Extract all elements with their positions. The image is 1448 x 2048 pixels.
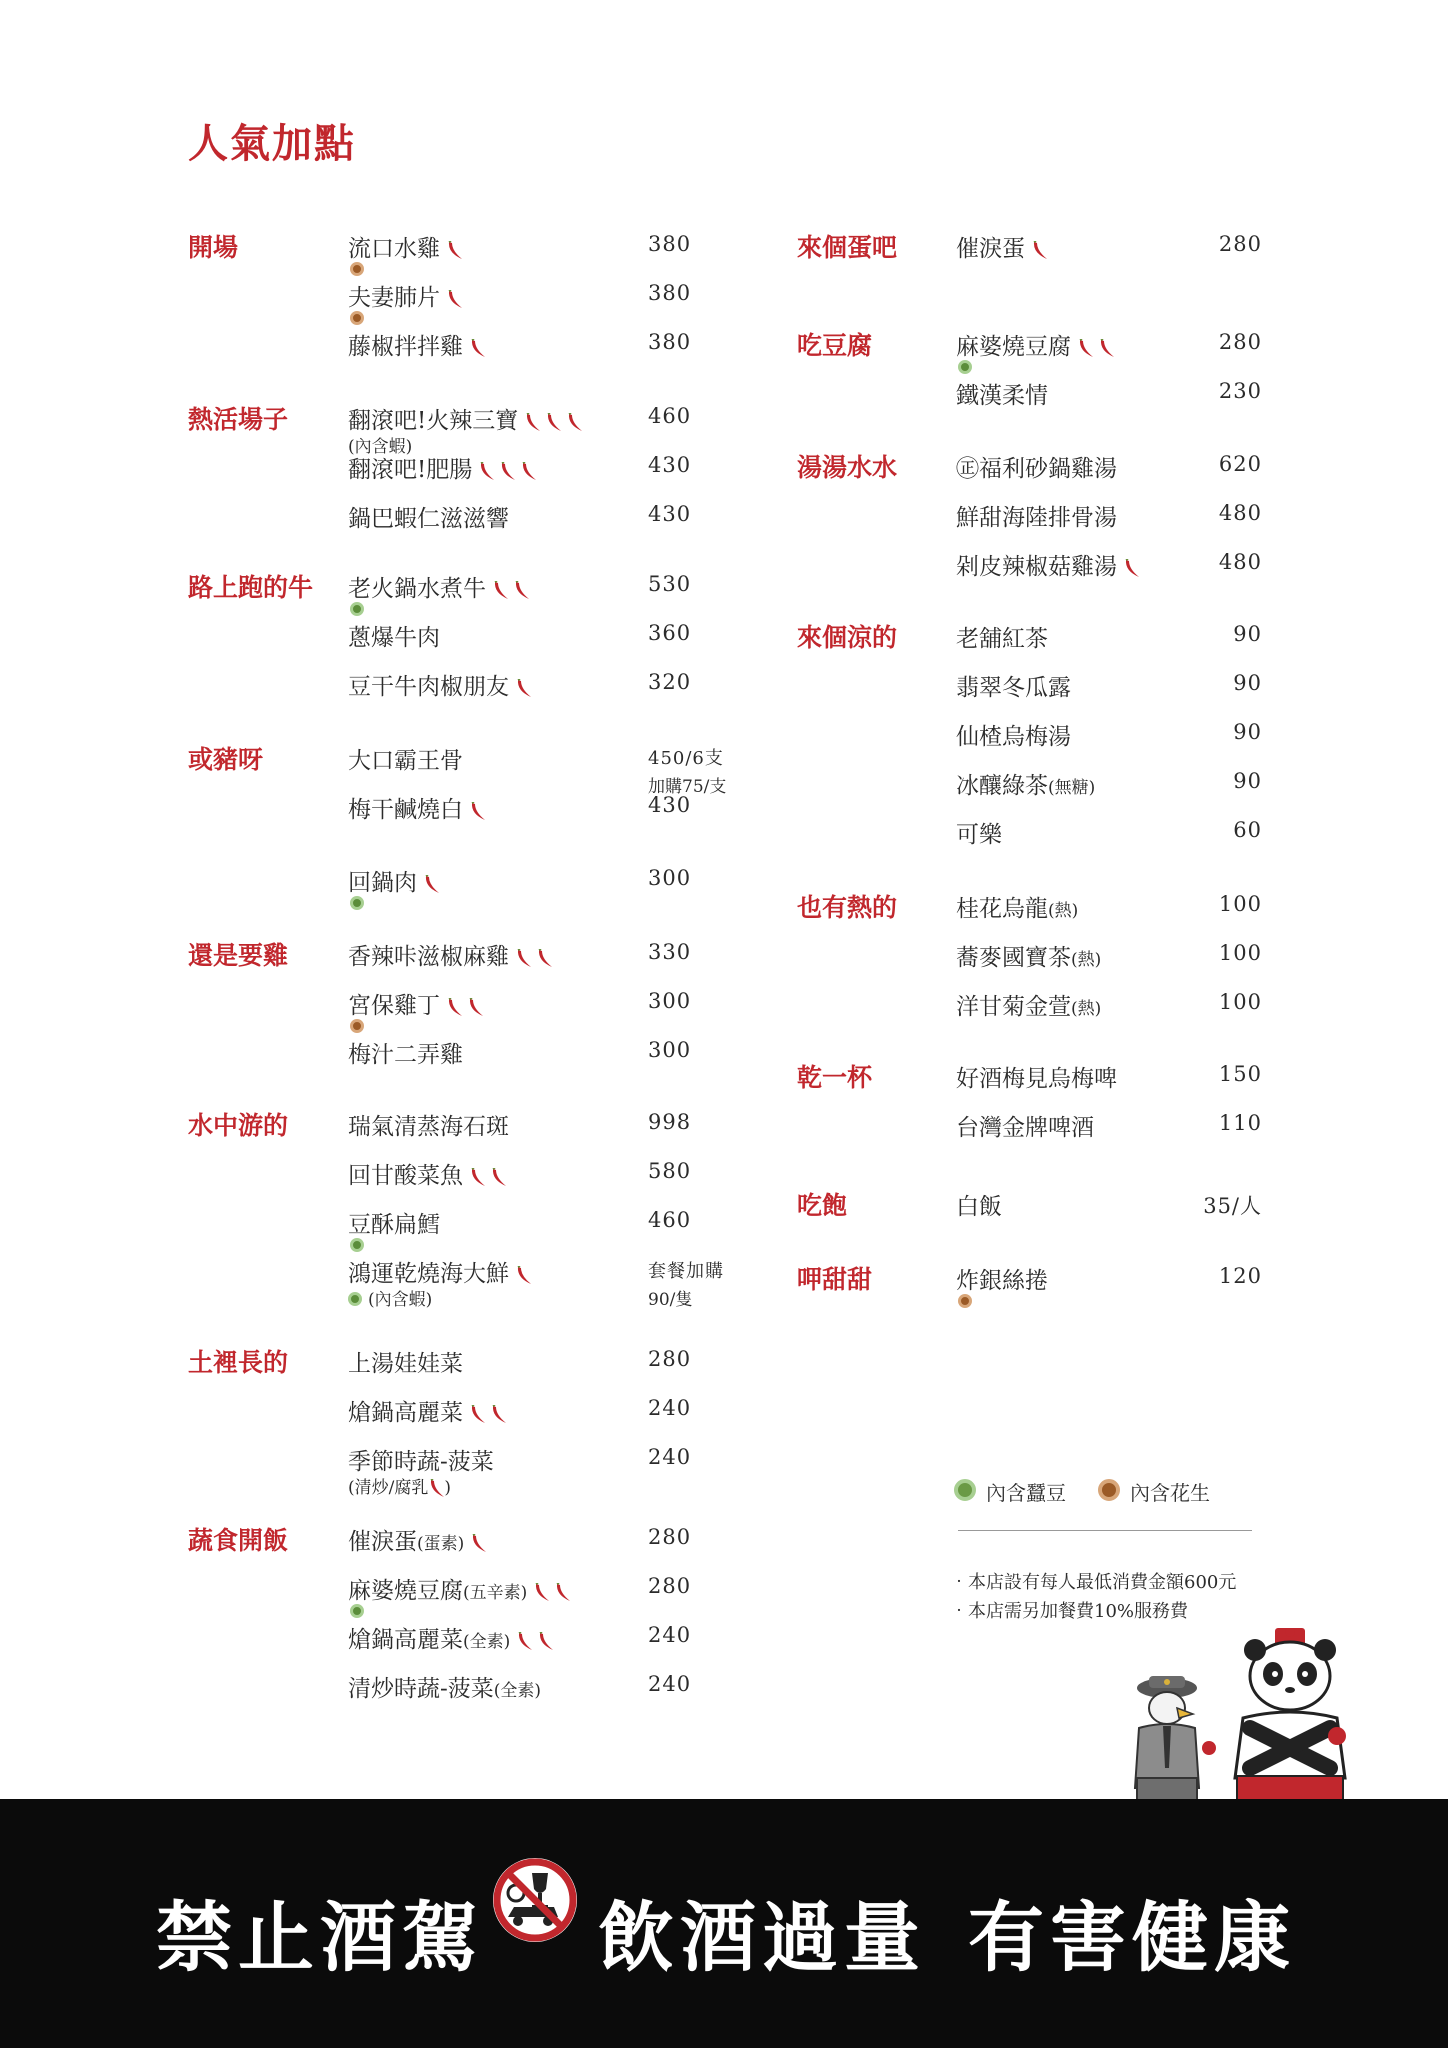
peanut-icon [350,262,364,276]
spicy-level [478,458,541,484]
chili-pepper-icon [537,1632,555,1652]
item-price: 240 [648,1396,692,1420]
chili-pepper-icon [478,462,496,482]
item-price: 280 [648,1574,692,1598]
chili-pepper-icon [515,679,533,699]
item-name: 回鍋肉 [348,864,444,897]
item-price: 360 [648,621,692,645]
chili-pepper-icon [490,1168,508,1188]
bean-icon [350,1238,364,1252]
bean-icon [350,602,364,616]
chili-pepper-icon [545,413,563,433]
item-name: 回甘酸菜魚 [348,1157,511,1190]
menu-item [348,864,688,913]
peanut-icon [1098,1479,1120,1501]
item-name: 可樂 [956,822,1002,848]
item-name: 梅汁二弄雞 [348,1042,463,1068]
spicy-level [446,286,467,312]
item-name: 大口霸王骨 [348,748,463,774]
menu-item [348,451,688,500]
category-heading: 水中游的 [188,1111,289,1140]
spicy-level [515,675,536,701]
banner-excessive-drinking: 飲酒過量 [598,1893,926,1982]
menu-item [348,570,688,619]
item-price: 35/人 [1203,1194,1262,1218]
item-name: 梅干鹹燒白 [348,791,490,824]
category-heading: 吃飽 [797,1191,848,1220]
item-name: 鐵漢柔情 [956,383,1048,409]
menu-item [348,1157,688,1206]
item-price: 300 [648,866,692,890]
menu-item [348,987,688,1036]
chili-pepper-icon [446,241,464,261]
chili-pepper-icon [554,1583,572,1603]
item-note: (全素) [493,1681,542,1701]
spicy-level [1077,335,1119,361]
legend-peanut-label: 內含花生 [1130,1481,1210,1505]
item-price: 230 [1218,379,1262,403]
chili-pepper-icon [423,875,441,895]
bean-icon [958,360,972,374]
chili-pepper-icon [446,998,464,1018]
item-price: 480 [1218,550,1262,574]
spicy-level [469,798,490,824]
item-price: 580 [648,1159,692,1183]
item-name: 香辣咔滋椒麻雞 [348,938,557,971]
item-name: 上湯娃娃菜 [348,1351,463,1377]
spicy-level [446,994,488,1020]
item-name: 鮮甜海陸排骨湯 [956,505,1117,531]
item-price: 380 [648,232,692,256]
item-name: ㊣福利砂鍋雞湯 [956,456,1117,482]
eagle-officer-icon [1135,1676,1216,1800]
menu-item [348,742,688,791]
item-name: 炸銀絲捲 [956,1268,1048,1294]
item-name: 夫妻肺片 [348,279,467,312]
page-title: 人氣加點 [188,120,356,167]
item-price: 300 [648,989,692,1013]
menu-item [348,1443,688,1498]
chili-pepper-icon [520,462,538,482]
chili-pepper-icon [499,462,517,482]
menu-item [348,500,688,549]
item-name: 桂花烏龍(熱) [956,896,1079,922]
menu-item [348,1255,688,1310]
menu-item [348,1572,688,1621]
banner-harmful-to-health: 有害健康 [968,1893,1296,1982]
item-name: 熗鍋高麗菜(全素) [348,1621,558,1654]
item-price: 480 [1218,501,1262,525]
spicy-level [515,945,557,971]
item-price: 套餐加購 [648,1261,724,1282]
chili-pepper-icon [1077,339,1095,359]
bean-icon [350,896,364,910]
item-name: 仙楂烏梅湯 [956,724,1071,750]
item-price: 460 [648,404,692,428]
chili-pepper-icon [469,802,487,822]
item-price: 100 [1218,892,1262,916]
peanut-icon [350,1019,364,1033]
menu-item [348,619,688,668]
item-name: 好酒梅見烏梅啤 [956,1066,1117,1092]
item-price: 90 [1233,622,1262,646]
item-subnote: (內含蝦) [348,437,413,457]
item-price: 380 [648,330,692,354]
category-heading: 熱活場子 [188,405,289,434]
item-price: 450/6支 [648,748,724,769]
menu-item [348,1036,688,1085]
spicy-level [515,1262,536,1288]
item-price: 320 [648,670,692,694]
mascot-illustration [1125,1628,1375,1800]
item-price: 280 [648,1347,692,1371]
spicy-level [423,871,444,897]
chili-pepper-icon [446,290,464,310]
panda-chef-icon [1235,1628,1346,1800]
chili-pepper-icon [533,1583,551,1603]
item-name: 剁皮辣椒菇雞湯 [956,548,1144,581]
item-price: 620 [1218,452,1262,476]
item-price: 530 [648,572,692,596]
item-price: 460 [648,1208,692,1232]
item-price: 100 [1218,990,1262,1014]
item-price: 110 [1218,1111,1262,1135]
category-heading: 來個蛋吧 [797,233,898,262]
spicy-level [469,1164,511,1190]
item-name: 麻婆燒豆腐 [956,328,1119,361]
item-name: 洋甘菊金萱(熱) [956,994,1102,1020]
item-name: 催淚蛋 [956,230,1052,263]
item-name: 豆干牛肉椒朋友 [348,668,536,701]
chili-pepper-icon [513,581,531,601]
menu-item [348,1345,688,1394]
item-price: 430 [648,453,692,477]
item-price: 100 [1218,941,1262,965]
item-name: 冰釀綠茶(無糖) [956,773,1096,799]
menu-item [348,1523,688,1572]
chili-pepper-icon [524,413,542,433]
note-minimum-spend: ‧本店設有每人最低消費金額600元 [950,1572,1237,1593]
category-heading: 還是要雞 [188,941,289,970]
item-price: 330 [648,940,692,964]
item-subnote: (內含蝦) [348,1285,432,1310]
no-drink-driving-icon [490,1855,580,1945]
spicy-level [470,1530,491,1556]
category-heading: 吃豆腐 [797,331,873,360]
item-price: 998 [648,1110,692,1134]
item-price: 90 [1233,671,1262,695]
category-heading: 或豬呀 [188,745,264,774]
item-price: 240 [648,1623,692,1647]
category-heading: 土裡長的 [188,1348,289,1377]
spicy-level [469,335,490,361]
item-price: 150 [1218,1062,1262,1086]
menu-item [348,668,688,717]
category-heading: 湯湯水水 [797,453,898,482]
menu-item [348,230,688,279]
spicy-level [1123,555,1144,581]
spicy-level [533,1579,575,1605]
menu-item [348,1394,688,1443]
item-price: 280 [648,1525,692,1549]
item-note: (熱) [1071,999,1102,1019]
bean-icon [954,1479,976,1501]
item-price: 280 [1218,232,1262,256]
item-note: (熱) [1071,950,1102,970]
note-service-charge: ‧本店需另加餐費10%服務費 [950,1601,1189,1622]
item-name: 熗鍋高麗菜 [348,1394,511,1427]
bean-icon [350,1604,364,1618]
item-name: 瑞氣清蒸海石斑 [348,1114,509,1140]
peanut-icon [350,311,364,325]
category-heading: 呷甜甜 [797,1265,873,1294]
menu-item [348,791,688,840]
item-name: 藤椒拌拌雞 [348,328,490,361]
item-name: 清炒時蔬-菠菜(全素) [348,1676,542,1702]
chili-pepper-icon [566,413,584,433]
item-price-extra: 90/隻 [648,1290,693,1310]
chili-pepper-icon [467,998,485,1018]
category-heading: 開場 [188,233,239,262]
warning-banner [0,1799,1448,2048]
item-note: (五辛素) [463,1583,528,1603]
category-heading: 乾一杯 [797,1063,873,1092]
item-name: 老舖紅茶 [956,626,1048,652]
chili-pepper-icon [1031,241,1049,261]
category-heading: 也有熱的 [797,893,898,922]
item-price-extra: 加購75/支 [648,777,727,797]
chili-pepper-icon [469,1168,487,1188]
item-note: (蛋素) [417,1534,465,1554]
item-name: 宮保雞丁 [348,987,488,1020]
item-name: 白飯 [956,1194,1002,1220]
spicy-level [492,577,534,603]
item-price: 380 [648,281,692,305]
item-price: 280 [1218,330,1262,354]
item-name: 鴻運乾燒海大鮮 [348,1255,536,1288]
spicy-level [469,1401,511,1427]
spicy-level [516,1628,558,1654]
bean-icon [348,1292,362,1306]
item-price: 90 [1233,769,1262,793]
chili-pepper-icon [490,1405,508,1425]
item-name: 翡翠冬瓜露 [956,675,1071,701]
legend-divider [958,1530,1252,1531]
chili-pepper-icon [1123,559,1141,579]
item-subnote: (清炒/腐乳 ) [348,1478,452,1498]
item-name: 翻滾吧!火辣三寶 [348,402,587,435]
menu-item [348,938,688,987]
menu-item [348,279,688,328]
item-price: 120 [1218,1264,1262,1288]
item-price: 430 [648,793,692,817]
item-price: 300 [648,1038,692,1062]
chili-pepper-icon [515,1266,533,1286]
item-price: 240 [648,1672,692,1696]
menu-item [348,1621,688,1670]
menu-item [348,402,688,457]
chili-pepper-icon [469,339,487,359]
legend-bean-label: 內含蠶豆 [986,1481,1066,1505]
chili-pepper-icon [515,949,533,969]
menu-item [348,328,688,377]
item-price: 430 [648,502,692,526]
spicy-level [446,237,467,263]
chili-pepper-icon [470,1534,488,1554]
peanut-icon [958,1294,972,1308]
spicy-level [1031,237,1052,263]
item-price: 90 [1233,720,1262,744]
chili-pepper-icon [516,1632,534,1652]
banner-no-drunk-driving: 禁止酒駕 [156,1893,484,1982]
chili-pepper-icon [469,1405,487,1425]
menu-item [348,1670,688,1719]
item-name: 流口水雞 [348,230,467,263]
item-name: 台灣金牌啤酒 [956,1115,1094,1141]
category-heading: 來個涼的 [797,623,898,652]
chili-pepper-icon [492,581,510,601]
item-name: 老火鍋水煮牛 [348,570,534,603]
item-name: 豆酥扁鱈 [348,1212,440,1238]
item-name: 季節時蔬-菠菜 [348,1449,494,1475]
item-name: 鍋巴蝦仁滋滋響 [348,506,509,532]
item-price: 60 [1233,818,1262,842]
spicy-level [524,409,587,435]
item-note: (無糖) [1048,778,1096,798]
item-note: (熱) [1048,901,1079,921]
menu-item [348,1108,688,1157]
item-name: 催淚蛋(蛋素) [348,1523,491,1556]
item-price: 240 [648,1445,692,1469]
category-heading: 路上跑的牛 [188,573,314,602]
menu-item [348,1206,688,1255]
item-name: 蕎麥國寶茶(熱) [956,945,1102,971]
chili-pepper-icon [536,949,554,969]
store-notes [950,1568,1236,1626]
item-name: 蔥爆牛肉 [348,625,440,651]
category-heading: 蔬食開飯 [188,1526,289,1555]
item-note: (全素) [463,1632,511,1652]
item-name: 麻婆燒豆腐(五辛素) [348,1572,575,1605]
chili-pepper-icon [1098,339,1116,359]
item-name: 翻滾吧!肥腸 [348,451,541,484]
